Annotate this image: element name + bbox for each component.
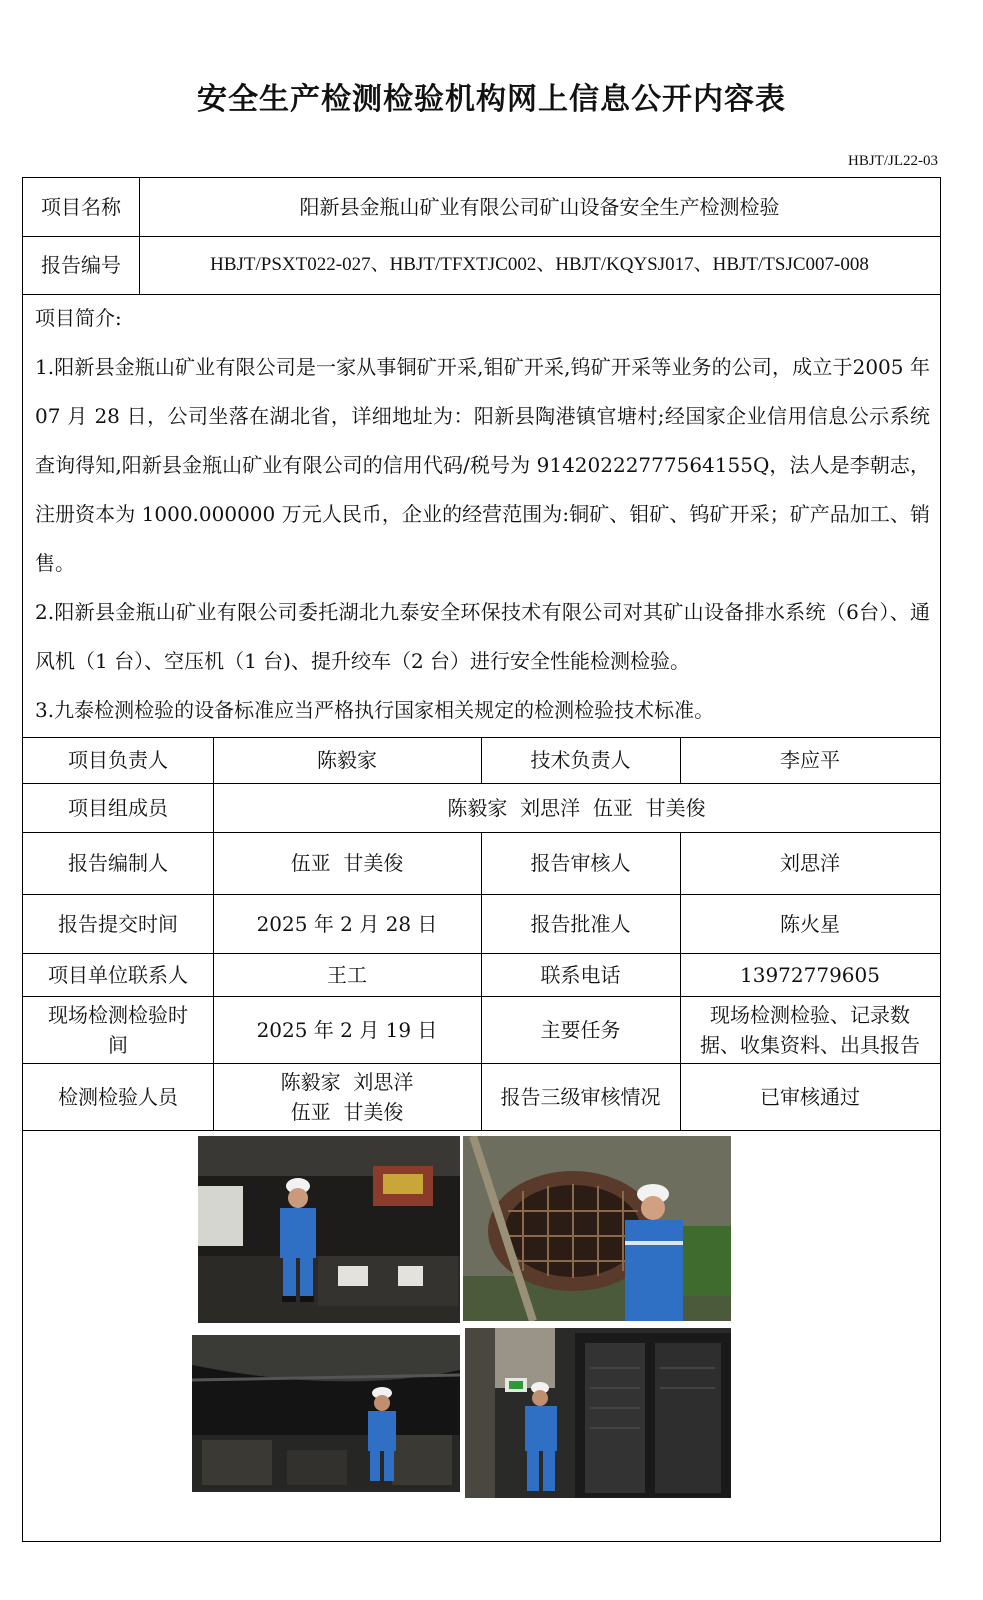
inspectors-label: 检测检验人员	[58, 1084, 178, 1109]
onsite-time-value: 2025 年 2 月 19 日	[256, 1017, 438, 1042]
project-introduction	[35, 294, 930, 735]
onsite-time-label-line-1: 现场检测检验时	[48, 1002, 188, 1027]
members-value: 陈毅家 刘思洋 伍亚 甘美俊	[447, 795, 706, 820]
compiler-value: 伍亚 甘美俊	[290, 851, 404, 875]
onsite-time-label	[23, 996, 213, 1063]
tech-lead-value: 李应平	[780, 748, 840, 772]
compiler-label: 报告编制人	[68, 851, 168, 875]
task-value	[680, 996, 940, 1063]
site-photo-ventilation	[463, 1136, 731, 1321]
site-photo-drainage	[198, 1136, 460, 1323]
approver-value: 陈火星	[780, 911, 840, 936]
report-number-value: HBJT/PSXT022-027、HBJT/TFXTJC002、HBJT/KQYSJ017、HBJT/TSJC007-008	[210, 254, 869, 275]
three-level-review-value: 已审核通过	[760, 1084, 860, 1109]
intro-heading: 项目简介:	[35, 306, 122, 330]
page-title: 安全生产检测检验机构网上信息公开内容表	[197, 82, 786, 117]
site-photo-hoist	[192, 1335, 460, 1492]
submit-time-value: 2025 年 2 月 28 日	[256, 911, 438, 936]
leader-label: 项目负责人	[68, 748, 168, 772]
task-value-line-2: 据、收集资料、出具报告	[700, 1032, 920, 1057]
document-number: HBJT/JL22-03	[848, 153, 938, 169]
project-name-label: 项目名称	[41, 195, 121, 219]
leader-value: 陈毅家	[317, 748, 377, 772]
onsite-time-label-line-2: 间	[108, 1032, 128, 1057]
report-number-label: 报告编号	[41, 253, 121, 277]
intro-paragraph-3: 3.九泰检测检验的设备标准应当严格执行国家相关规定的检测检验技术标准。	[35, 698, 715, 722]
intro-paragraph-1: 1.阳新县金瓶山矿业有限公司是一家从事铜矿开采,钼矿开采,钨矿开采等业务的公司，成立于2005 年 07 月 28 日，公司坐落在湖北省，详细地址为：阳新县陶港镇官塘村;经国家企业信用信息公示系统查询得知,阳新县金瓶山矿业有限公司的信用代码/税号为 91420222777564155Q，法人是李朝志，注册资本为 1000.000000 万元人民币，企业的经营范围为:铜矿、钼矿、钨矿开采；矿产品加工、销售。	[35, 355, 930, 575]
info-form-table	[22, 177, 941, 1542]
site-photo-compressor	[465, 1328, 731, 1498]
inspectors-value-line-1: 陈毅家 刘思洋	[280, 1069, 414, 1094]
tech-lead-label: 技术负责人	[530, 748, 631, 772]
contact-label: 项目单位联系人	[48, 962, 188, 987]
reviewer-value: 刘思洋	[780, 851, 840, 875]
inspectors-value-line-2: 伍亚 甘美俊	[290, 1099, 404, 1124]
task-value-line-1: 现场检测检验、记录数	[710, 1002, 910, 1027]
intro-paragraph-2: 2.阳新县金瓶山矿业有限公司委托湖北九泰安全环保技术有限公司对其矿山设备排水系统（6台）、通风机（1 台）、空压机（1 台)、提升绞车（2 台）进行安全性能检测检验。	[35, 600, 930, 673]
phone-label: 联系电话	[540, 962, 621, 987]
reviewer-label: 报告审核人	[530, 851, 631, 875]
members-label: 项目组成员	[68, 795, 168, 820]
submit-time-label: 报告提交时间	[58, 911, 178, 936]
task-label: 主要任务	[540, 1017, 621, 1042]
project-name-value: 阳新县金瓶山矿业有限公司矿山设备安全生产检测检验	[299, 195, 780, 219]
contact-value: 王工	[327, 962, 367, 987]
three-level-review-label: 报告三级审核情况	[500, 1084, 661, 1109]
inspectors-value	[213, 1063, 481, 1130]
approver-label: 报告批准人	[530, 911, 631, 936]
phone-value: 13972779605	[740, 962, 880, 987]
